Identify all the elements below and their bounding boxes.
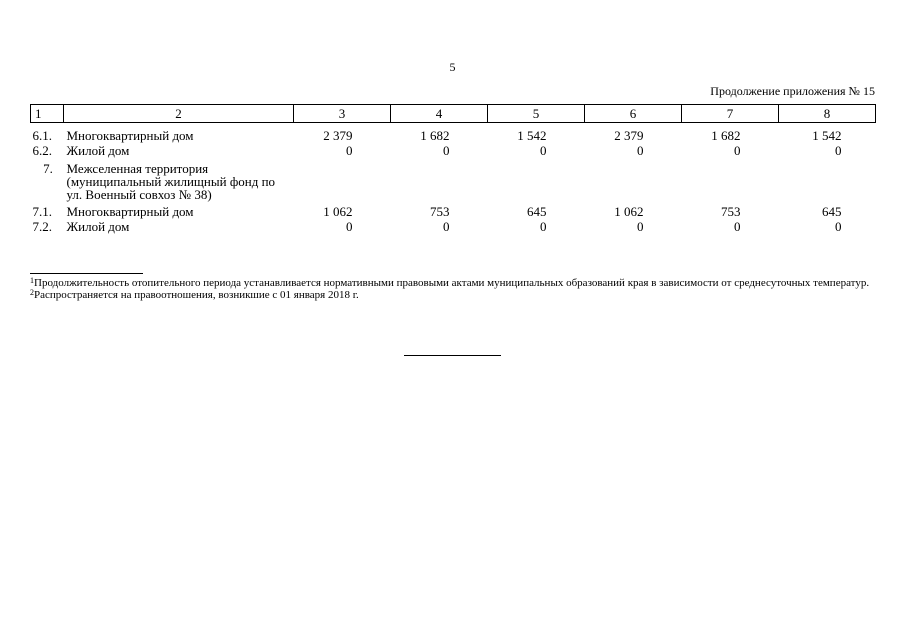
row-value: 0 — [835, 143, 842, 158]
row-number: 6.1. — [32, 128, 52, 143]
row-value: 0 — [346, 143, 353, 158]
row-number: 6.2. — [32, 143, 52, 158]
row-number: 7.1. — [32, 204, 52, 219]
table-row — [31, 158, 876, 201]
header-cell: 1 — [31, 105, 64, 123]
header-cell: 4 — [391, 105, 488, 123]
table-header-row — [31, 105, 876, 123]
header-cell: 2 — [64, 105, 294, 123]
row-value: 0 — [734, 143, 741, 158]
continuation-label: Продолжение приложения № 15 — [710, 84, 875, 98]
row-value: 0 — [443, 219, 450, 234]
row-value: 753 — [721, 204, 741, 219]
footnote — [30, 289, 876, 301]
row-name: Межселенная территория (муниципальный жилищный фонд по ул. Военный совхоз № 38) — [66, 161, 276, 202]
row-value: 0 — [346, 219, 353, 234]
row-value — [391, 158, 488, 201]
row-value — [682, 158, 779, 201]
row-value: 645 — [822, 204, 842, 219]
tariff-table — [30, 104, 876, 234]
row-value — [294, 158, 391, 201]
row-value: 0 — [443, 143, 450, 158]
page-number: 5 — [449, 60, 456, 74]
header-cell: 5 — [488, 105, 585, 123]
header-cell: 7 — [682, 105, 779, 123]
row-value: 1 062 — [614, 204, 644, 219]
footnote-mark: 1 — [30, 276, 34, 285]
footnotes — [30, 277, 876, 301]
table-row — [31, 143, 876, 158]
row-value: 2 379 — [323, 128, 353, 143]
row-number: 7. — [43, 161, 53, 176]
row-value — [585, 158, 682, 201]
row-value: 0 — [540, 143, 547, 158]
row-value: 645 — [527, 204, 547, 219]
row-number: 7.2. — [32, 219, 52, 234]
row-value: 0 — [540, 219, 547, 234]
footnote-mark: 2 — [30, 288, 34, 297]
row-value: 1 542 — [517, 128, 547, 143]
row-value: 753 — [430, 204, 450, 219]
header-cell: 6 — [585, 105, 682, 123]
row-name: Многоквартирный дом — [66, 128, 194, 143]
row-value — [488, 158, 585, 201]
footnote — [30, 277, 876, 289]
row-value: 0 — [734, 219, 741, 234]
header-cell: 8 — [779, 105, 876, 123]
row-value: 0 — [637, 219, 644, 234]
row-name: Жилой дом — [66, 143, 130, 158]
footnote-separator — [30, 273, 143, 274]
table-row — [31, 123, 876, 144]
row-value: 0 — [835, 219, 842, 234]
row-value: 2 379 — [614, 128, 644, 143]
footnote-text: Продолжительность отопительного периода устанавливается нормативными правовыми актами муниципальных образований края в зависимости от среднесуточных температур. — [34, 277, 870, 289]
row-value: 1 542 — [812, 128, 842, 143]
row-value: 0 — [637, 143, 644, 158]
row-value: 1 682 — [711, 128, 741, 143]
row-value: 1 062 — [323, 204, 353, 219]
end-separator — [404, 355, 501, 356]
table-row — [31, 219, 876, 234]
footnote-text: Распространяется на правоотношения, возникшие с 01 января 2018 г. — [34, 289, 359, 301]
row-value: 1 682 — [420, 128, 450, 143]
table-row — [31, 201, 876, 219]
row-name: Многоквартирный дом — [66, 204, 194, 219]
row-name: Жилой дом — [66, 219, 130, 234]
header-cell: 3 — [294, 105, 391, 123]
row-value — [779, 158, 876, 201]
